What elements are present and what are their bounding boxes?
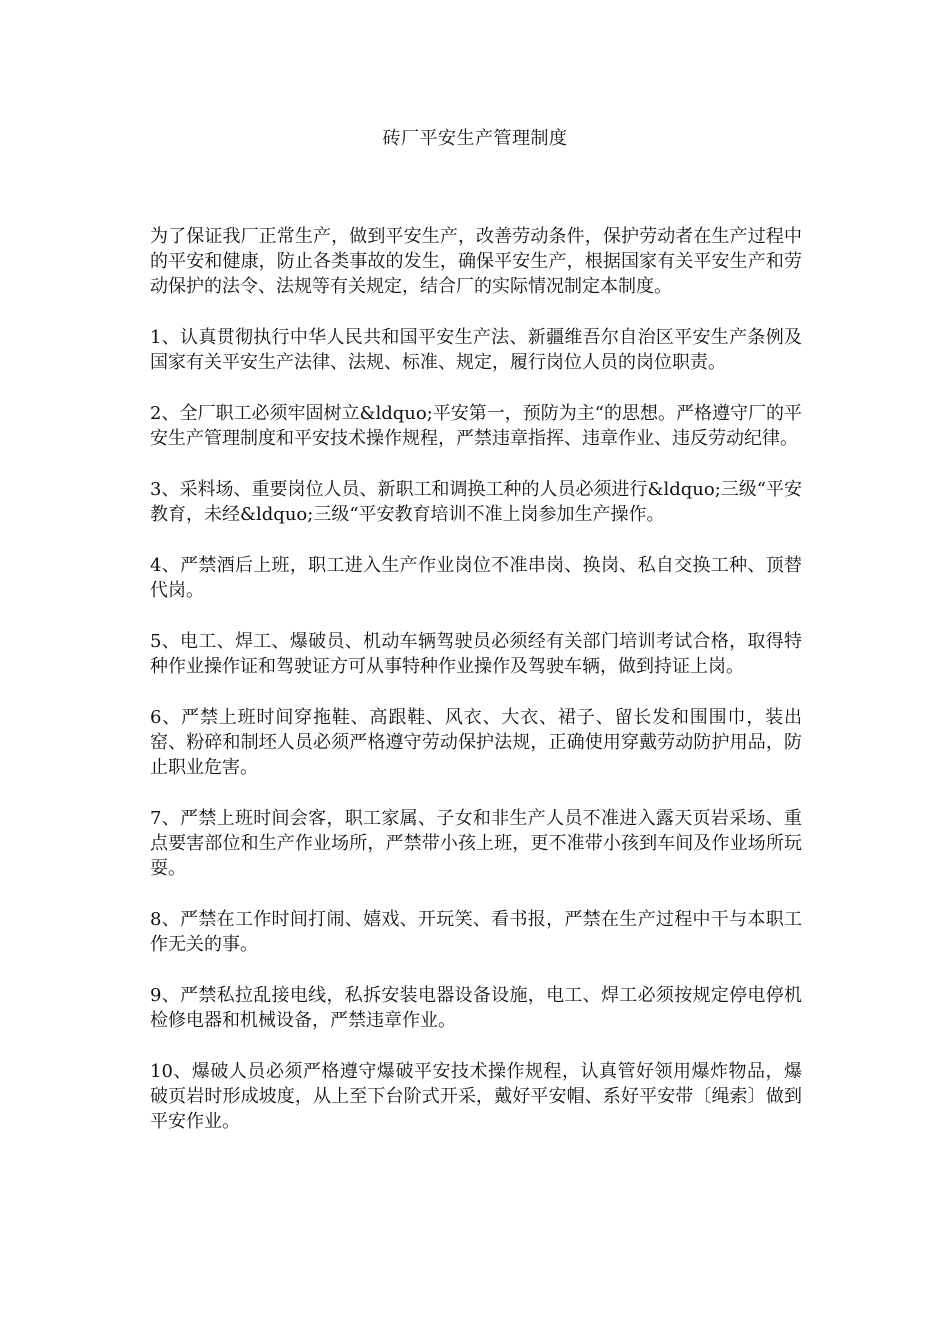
- rule-paragraph: 2、全厂职工必须牢固树立&ldquo;平安第一，预防为主“的思想。严格遵守厂的平安生产管理制度和平安技术操作规程，严禁违章指挥、违章作业、违反劳动纪律。: [150, 403, 802, 449]
- rule-paragraph: 5、电工、焊工、爆破员、机动车辆驾驶员必须经有关部门培训考试合格，取得特种作业操作证和驾驶证方可从事特种作业操作及驾驶车辆，做到持证上岗。: [150, 631, 802, 677]
- rule-paragraph: 4、严禁酒后上班，职工进入生产作业岗位不准串岗、换岗、私自交换工种、顶替代岗。: [150, 555, 802, 601]
- rule-paragraph: 8、严禁在工作时间打闹、嬉戏、开玩笑、看书报，严禁在生产过程中干与本职工作无关的事。: [150, 909, 802, 955]
- document-title: 砖厂平安生产管理制度: [382, 128, 568, 149]
- rule-paragraph: 1、认真贯彻执行中华人民共和国平安生产法、新疆维吾尔自治区平安生产条例及国家有关平安生产法律、法规、标准、规定，履行岗位人员的岗位职责。: [150, 327, 802, 373]
- rule-paragraph: 9、严禁私拉乱接电线，私拆安装电器设备设施，电工、焊工必须按规定停电停机检修电器和机械设备，严禁违章作业。: [150, 985, 802, 1031]
- intro-paragraph: 为了保证我厂正常生产，做到平安生产，改善劳动条件，保护劳动者在生产过程中的平安和健康，防止各类事故的发生，确保平安生产，根据国家有关平安生产和劳动保护的法令、法规等有关规定，结合厂的实际情况制定本制度。: [150, 226, 802, 297]
- rule-paragraph: 10、爆破人员必须严格遵守爆破平安技术操作规程，认真管好领用爆炸物品，爆破页岩时形成坡度，从上至下台阶式开采，戴好平安帽、系好平安带〔绳索〕做到平安作业。: [150, 1061, 802, 1132]
- rule-paragraph: 3、采料场、重要岗位人员、新职工和调换工种的人员必须进行&ldquo;三级“平安教育，未经&ldquo;三级“平安教育培训不准上岗参加生产操作。: [150, 479, 802, 525]
- rule-paragraph: 6、严禁上班时间穿拖鞋、高跟鞋、风衣、大衣、裙子、留长发和围围巾，装出窑、粉碎和制坯人员必须严格遵守劳动保护法规，正确使用穿戴劳动防护用品，防止职业危害。: [150, 707, 802, 778]
- document-body: [150, 224, 802, 1160]
- rule-paragraph: 7、严禁上班时间会客，职工家属、子女和非生产人员不准进入露天页岩采场、重点要害部位和生产作业场所，严禁带小孩上班，更不准带小孩到车间及作业场所玩耍。: [150, 808, 802, 879]
